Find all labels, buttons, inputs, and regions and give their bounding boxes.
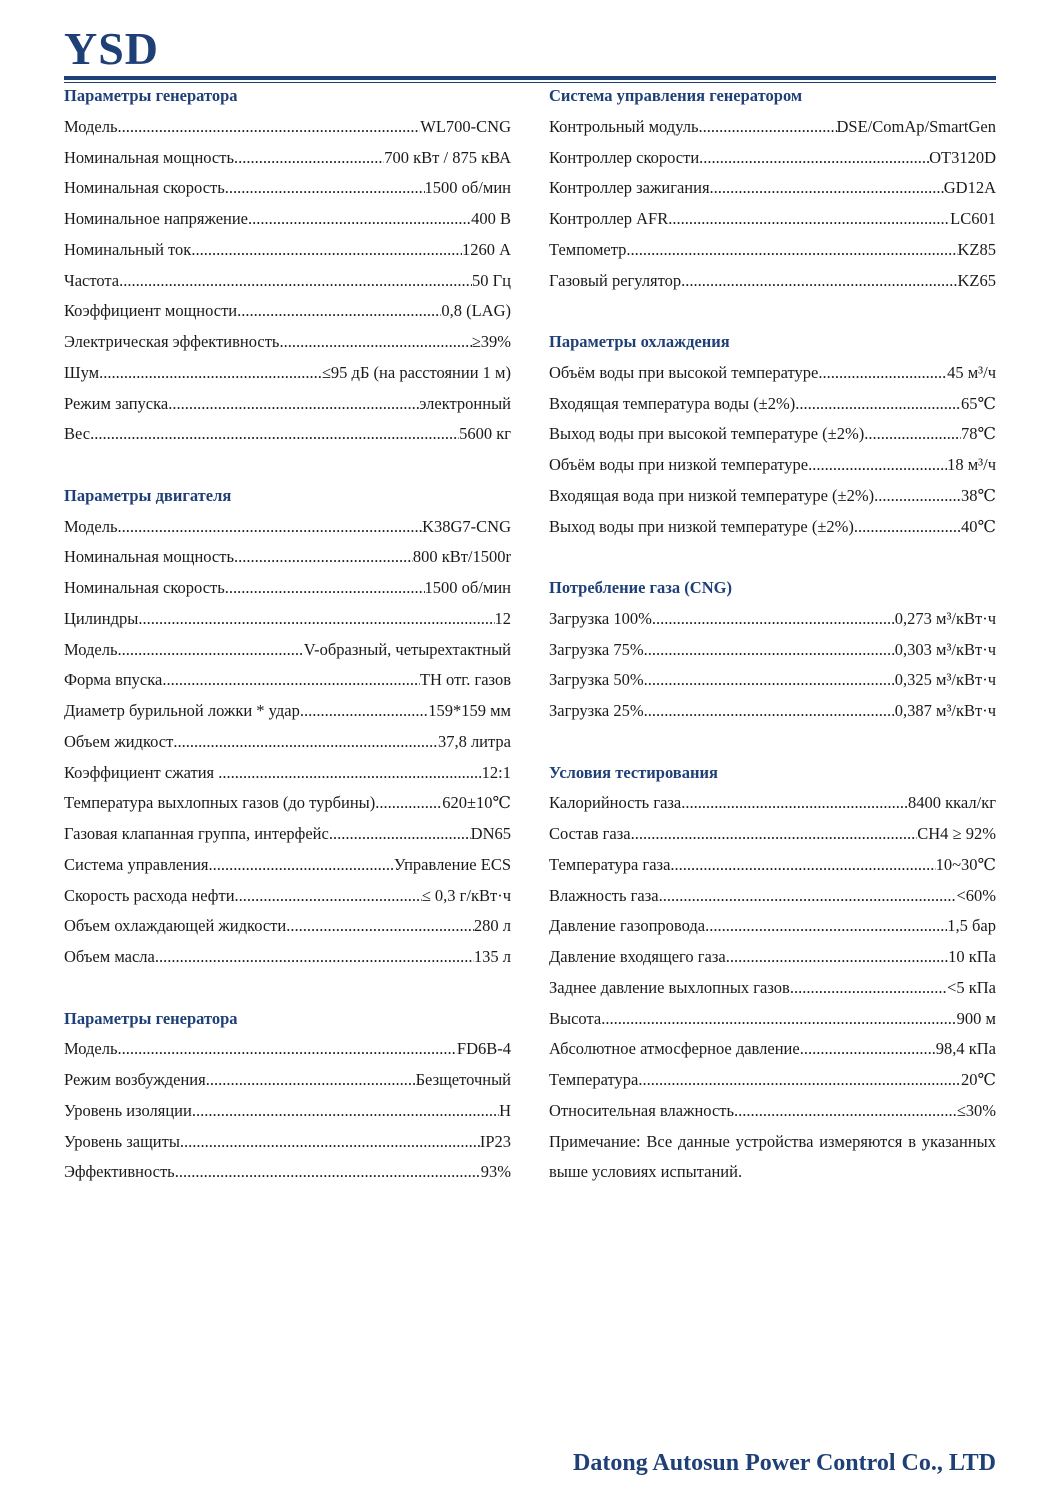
- leader-dots: [800, 1034, 936, 1065]
- spec-row: [549, 1004, 996, 1035]
- spec-label: Загрузка 75%: [549, 639, 644, 659]
- spec-row: [549, 1065, 996, 1096]
- spec-row: [549, 604, 996, 635]
- spec-value: 12:1: [481, 762, 511, 782]
- spec-value: OT3120D: [929, 147, 996, 167]
- leader-dots: [168, 389, 419, 420]
- spec-value: 900 м: [956, 1008, 996, 1028]
- spec-value: GD12A: [943, 178, 996, 198]
- spec-label: Выход воды при низкой температуре (±2%): [549, 516, 854, 536]
- spec-row: [549, 235, 996, 266]
- spec-label: Влажность газа: [549, 885, 659, 905]
- leader-dots: [235, 881, 422, 912]
- leader-dots: [118, 512, 423, 543]
- section-title-alternator-params: Параметры генератора: [64, 1008, 238, 1028]
- spec-value: V-образный, четырехтактный: [303, 639, 511, 659]
- spec-row: [64, 296, 511, 327]
- spec-row: [64, 389, 511, 420]
- leader-dots: [206, 1065, 416, 1096]
- spec-label: Контрольный модуль: [549, 116, 699, 136]
- spec-value: 1500 об/мин: [424, 578, 511, 597]
- spec-value: K38G7-CNG: [422, 516, 511, 536]
- spec-row: [64, 112, 511, 143]
- leader-dots: [734, 1096, 957, 1127]
- spec-row: [549, 911, 996, 942]
- spec-row: [64, 143, 511, 174]
- spec-label: Загрузка 50%: [549, 670, 644, 690]
- leader-dots: [180, 1127, 480, 1158]
- section-title-test-conditions: Условия тестирования: [549, 762, 718, 782]
- spec-value: LC601: [950, 209, 996, 228]
- leader-dots: [268, 758, 482, 789]
- spec-label: Объем масла: [64, 947, 155, 966]
- spec-value: 45 м³/ч: [947, 362, 996, 382]
- leader-dots: [659, 881, 957, 912]
- spec-label: Номинальный ток: [64, 239, 192, 259]
- spec-row: [64, 204, 511, 235]
- leader-dots: [375, 788, 442, 819]
- spec-value: KZ85: [957, 239, 996, 259]
- leader-dots: [225, 173, 425, 204]
- header-rule-thick: [64, 76, 996, 80]
- spec-value: 0,387 м³/кВт·ч: [894, 701, 996, 720]
- spec-row: [549, 665, 996, 696]
- spec-row: [64, 573, 511, 604]
- spec-value: 40℃: [961, 516, 996, 536]
- section-spacer: [549, 727, 996, 758]
- spec-row: [64, 1096, 511, 1127]
- spec-row: [549, 204, 996, 235]
- spec-value: электронный: [419, 393, 511, 413]
- company-logo: YSD: [64, 23, 160, 74]
- leader-dots: [644, 696, 895, 727]
- spec-label: Частота: [64, 270, 120, 290]
- spec-row: [64, 358, 511, 389]
- spec-row: [64, 327, 511, 358]
- leader-dots: [138, 604, 494, 635]
- spec-label: Темпометр: [549, 239, 627, 259]
- spec-value: ≤30%: [956, 1100, 996, 1120]
- spec-row: [549, 358, 996, 389]
- spec-label: Уровень изоляции: [64, 1100, 192, 1120]
- section-spacer: [549, 542, 996, 573]
- spec-value: 12: [494, 608, 511, 628]
- spec-row: [64, 911, 511, 942]
- leader-dots: [234, 542, 413, 573]
- spec-label: Номинальная скорость: [64, 578, 225, 597]
- spec-label: Заднее давление выхлопных газов: [549, 977, 790, 997]
- section-title-generator-params: Параметры генератора: [64, 86, 238, 105]
- spec-row: [64, 819, 511, 850]
- spec-value: 159*159 мм: [428, 701, 511, 720]
- leader-dots: [670, 850, 935, 881]
- spec-value: 620±10℃: [442, 793, 511, 813]
- section-title-engine-params: Параметры двигателя: [64, 485, 232, 505]
- spec-label: Относительная влажность: [549, 1100, 735, 1120]
- spec-row: [64, 696, 511, 727]
- spec-label: Шум: [64, 362, 100, 382]
- spec-label: Выход воды при высокой температуре (±2%): [549, 424, 865, 444]
- spec-label: Высота: [549, 1008, 602, 1028]
- leader-dots: [681, 266, 957, 297]
- leader-dots: [668, 204, 950, 235]
- leader-dots: [118, 1034, 457, 1065]
- spec-value: TH отг. газов: [419, 670, 511, 690]
- spec-value: 65℃: [961, 393, 996, 413]
- leader-dots: [808, 450, 947, 481]
- spec-row: [549, 512, 996, 543]
- leader-dots: [119, 266, 472, 297]
- spec-row: [64, 881, 511, 912]
- leader-dots: [652, 604, 895, 635]
- section-spacer: [549, 296, 996, 327]
- spec-label: Газовый регулятор: [549, 270, 682, 290]
- spec-value: DN65: [470, 824, 511, 843]
- leader-dots: [300, 696, 428, 727]
- spec-row: [64, 604, 511, 635]
- spec-row: [64, 665, 511, 696]
- spec-label: Контроллер скорости: [549, 147, 700, 167]
- leader-dots: [790, 973, 947, 1004]
- leader-dots: [248, 204, 471, 235]
- spec-label: Модель: [64, 1039, 118, 1059]
- leader-dots: [626, 235, 957, 266]
- section-spacer: [64, 450, 511, 481]
- spec-value: 50 Гц: [472, 270, 511, 290]
- spec-value: 5600 кг: [459, 424, 511, 444]
- spec-value: FD6B-4: [456, 1039, 511, 1059]
- spec-label: Объем жидкост: [64, 731, 174, 751]
- spec-label: Объём воды при высокой температуре: [549, 362, 819, 382]
- spec-value: 0,303 м³/кВт·ч: [894, 639, 996, 659]
- spec-label: Диаметр бурильной ложки * удар: [64, 701, 300, 720]
- spec-value: 38℃: [961, 485, 996, 505]
- leader-dots: [698, 112, 836, 143]
- spec-row: [549, 850, 996, 881]
- leader-dots: [90, 419, 459, 450]
- section-title-gas-consumption: Потребление газа (CNG): [549, 578, 732, 597]
- section-title-cooling-params: Параметры охлаждения: [549, 332, 730, 351]
- leader-dots: [237, 296, 441, 327]
- spec-value: WL700-CNG: [420, 116, 511, 136]
- leader-dots: [818, 358, 947, 389]
- spec-value: 400 В: [471, 209, 511, 228]
- leader-dots: [209, 850, 394, 881]
- leader-dots: [681, 788, 908, 819]
- leader-dots: [854, 512, 961, 543]
- spec-label: Модель: [64, 639, 118, 659]
- spec-row: [549, 881, 996, 912]
- leader-dots: [191, 235, 462, 266]
- spec-row: [549, 266, 996, 297]
- spec-value: DSE/ComAp/SmartGen: [836, 116, 996, 136]
- test-conditions-note: Примечание: Все данные устройства измеряются в указанных выше условиях испытаний.: [549, 1131, 996, 1182]
- spec-value: <5 кПа: [947, 977, 996, 997]
- spec-row: [549, 635, 996, 666]
- spec-row: [549, 389, 996, 420]
- spec-value: 0,8 (LAG): [441, 301, 511, 321]
- leader-dots: [874, 481, 961, 512]
- leader-dots: [710, 173, 944, 204]
- spec-label: Входящая температура воды (±2%): [549, 393, 796, 413]
- spec-label: Номинальная мощность: [64, 547, 234, 567]
- spec-row: [64, 419, 511, 450]
- right-column: [549, 81, 996, 1188]
- spec-value: 93%: [480, 1162, 511, 1182]
- leader-dots: [795, 389, 961, 420]
- leader-dots: [175, 1157, 481, 1188]
- spec-value: ≤ 0,3 г/кВт·ч: [421, 885, 511, 905]
- spec-label: Давление входящего газа: [549, 947, 726, 966]
- spec-label: Контроллер AFR: [549, 209, 669, 228]
- left-column: [64, 81, 511, 1188]
- leader-dots: [162, 665, 420, 696]
- spec-row: [549, 1034, 996, 1065]
- spec-value: 78℃: [961, 424, 996, 444]
- leader-dots: [705, 911, 947, 942]
- leader-dots: [192, 1096, 499, 1127]
- spec-label: Форма впуска: [64, 670, 163, 690]
- spec-row: [64, 758, 511, 789]
- spec-value: 98,4 кПа: [935, 1039, 996, 1059]
- spec-label: Режим запуска: [64, 393, 169, 413]
- spec-row: [64, 727, 511, 758]
- spec-value: 8400 ккал/кг: [908, 793, 996, 813]
- leader-dots: [173, 727, 438, 758]
- spec-value: 135 л: [473, 947, 511, 966]
- spec-label: Цилиндры: [64, 608, 139, 628]
- spec-value: 800 кВт/1500r: [412, 547, 511, 567]
- leader-dots: [644, 635, 895, 666]
- footer-company-name: Datong Autosun Power Control Co., LTD: [573, 1450, 996, 1476]
- spec-label: Режим возбуждения: [64, 1070, 206, 1089]
- leader-dots: [234, 143, 384, 174]
- spec-row: [64, 1034, 511, 1065]
- spec-row: [64, 850, 511, 881]
- spec-value: 280 л: [473, 916, 511, 936]
- spec-label: Коэффициент мощности: [64, 301, 238, 321]
- spec-value: CH4 ≥ 92%: [917, 824, 996, 843]
- leader-dots: [644, 665, 895, 696]
- spec-row: [549, 419, 996, 450]
- spec-value: H: [499, 1100, 511, 1120]
- leader-dots: [286, 911, 474, 942]
- spec-value: 0,273 м³/кВт·ч: [894, 608, 996, 628]
- spec-row: [64, 635, 511, 666]
- spec-value: 10 кПа: [948, 947, 996, 966]
- spec-row: [64, 1127, 511, 1158]
- spec-label: Модель: [64, 516, 118, 536]
- spec-row: [549, 173, 996, 204]
- spec-label: Абсолютное атмосферное давление: [549, 1039, 800, 1059]
- spec-value: ≥39%: [471, 332, 511, 351]
- spec-row: [549, 450, 996, 481]
- spec-value: 0,325 м³/кВт·ч: [894, 670, 996, 690]
- leader-dots: [118, 112, 421, 143]
- spec-row: [64, 512, 511, 543]
- leader-dots: [864, 419, 961, 450]
- spec-label: Модель: [64, 116, 118, 136]
- spec-label: Номинальное напряжение: [64, 209, 249, 228]
- spec-row: [549, 481, 996, 512]
- spec-row: [549, 819, 996, 850]
- spec-row: [549, 1096, 996, 1127]
- spec-label: Вес: [64, 424, 91, 444]
- spec-row: [64, 235, 511, 266]
- spec-value: 1500 об/мин: [424, 178, 511, 198]
- spec-value: 37,8 литра: [437, 731, 511, 751]
- section-title-control-system: Система управления генератором: [549, 86, 803, 105]
- spec-row: [64, 266, 511, 297]
- spec-row: [549, 696, 996, 727]
- spec-value: 1260 А: [461, 239, 511, 259]
- spec-label: Номинальная мощность: [64, 147, 234, 167]
- spec-row: [64, 1157, 511, 1188]
- spec-value: 700 кВт / 875 кВА: [384, 147, 511, 167]
- spec-label: Контроллер зажигания: [549, 178, 710, 198]
- section-spacer: [64, 973, 511, 1004]
- spec-value: 1,5 бар: [947, 916, 996, 936]
- leader-dots: [329, 819, 471, 850]
- spec-value: IP23: [479, 1131, 511, 1151]
- spec-value: ≤95 дБ (на расстоянии 1 м): [321, 362, 511, 382]
- spec-label: Температура выхлопных газов (до турбины): [64, 793, 376, 813]
- spec-value: 18 м³/ч: [947, 455, 996, 474]
- spec-row: [64, 542, 511, 573]
- spec-row: [549, 788, 996, 819]
- spec-row: [64, 173, 511, 204]
- leader-dots: [155, 942, 474, 973]
- spec-row: [549, 143, 996, 174]
- leader-dots: [631, 819, 918, 850]
- spec-label: Газовая клапанная группа, интерфейс: [64, 824, 329, 843]
- spec-value: 20℃: [961, 1070, 996, 1089]
- spec-row: [64, 1065, 511, 1096]
- spec-label: Загрузка 100%: [549, 608, 652, 628]
- spec-label: Объём воды при низкой температуре: [549, 455, 809, 474]
- spec-value: Управление ECS: [393, 854, 511, 874]
- spec-label: Система управления: [64, 854, 209, 874]
- spec-label: Номинальная скорость: [64, 178, 225, 198]
- spec-label: Коэффициент сжатия ............: [64, 762, 268, 782]
- leader-dots: [118, 635, 304, 666]
- spec-label: Температура: [549, 1070, 639, 1089]
- spec-label: Загрузка 25%: [549, 701, 644, 720]
- spec-label: Электрическая эффективность: [64, 332, 280, 351]
- spec-label: Температура газа: [549, 854, 671, 874]
- leader-dots: [699, 143, 929, 174]
- spec-label: Калорийность газа: [549, 793, 682, 813]
- spec-label: Эффективность: [64, 1162, 175, 1182]
- spec-label: Состав газа: [549, 824, 631, 843]
- spec-value: Безщеточный: [415, 1070, 511, 1089]
- spec-row: [64, 788, 511, 819]
- spec-value: <60%: [956, 885, 996, 905]
- spec-row: [64, 942, 511, 973]
- leader-dots: [225, 573, 425, 604]
- spec-row: [549, 942, 996, 973]
- leader-dots: [726, 942, 948, 973]
- spec-value: 10~30℃: [935, 854, 996, 874]
- spec-value: KZ65: [957, 270, 996, 290]
- leader-dots: [279, 327, 471, 358]
- spec-label: Уровень защиты: [64, 1131, 180, 1151]
- leader-dots: [601, 1004, 956, 1035]
- spec-label: Входящая вода при низкой температуре (±2%): [549, 485, 875, 505]
- spec-row: [549, 112, 996, 143]
- leader-dots: [99, 358, 322, 389]
- leader-dots: [638, 1065, 961, 1096]
- spec-row: [549, 973, 996, 1004]
- spec-label: Объем охлаждающей жидкости: [64, 916, 287, 936]
- spec-label: Скорость расхода нефти: [64, 885, 235, 905]
- spec-label: Давление газопровода: [549, 916, 706, 936]
